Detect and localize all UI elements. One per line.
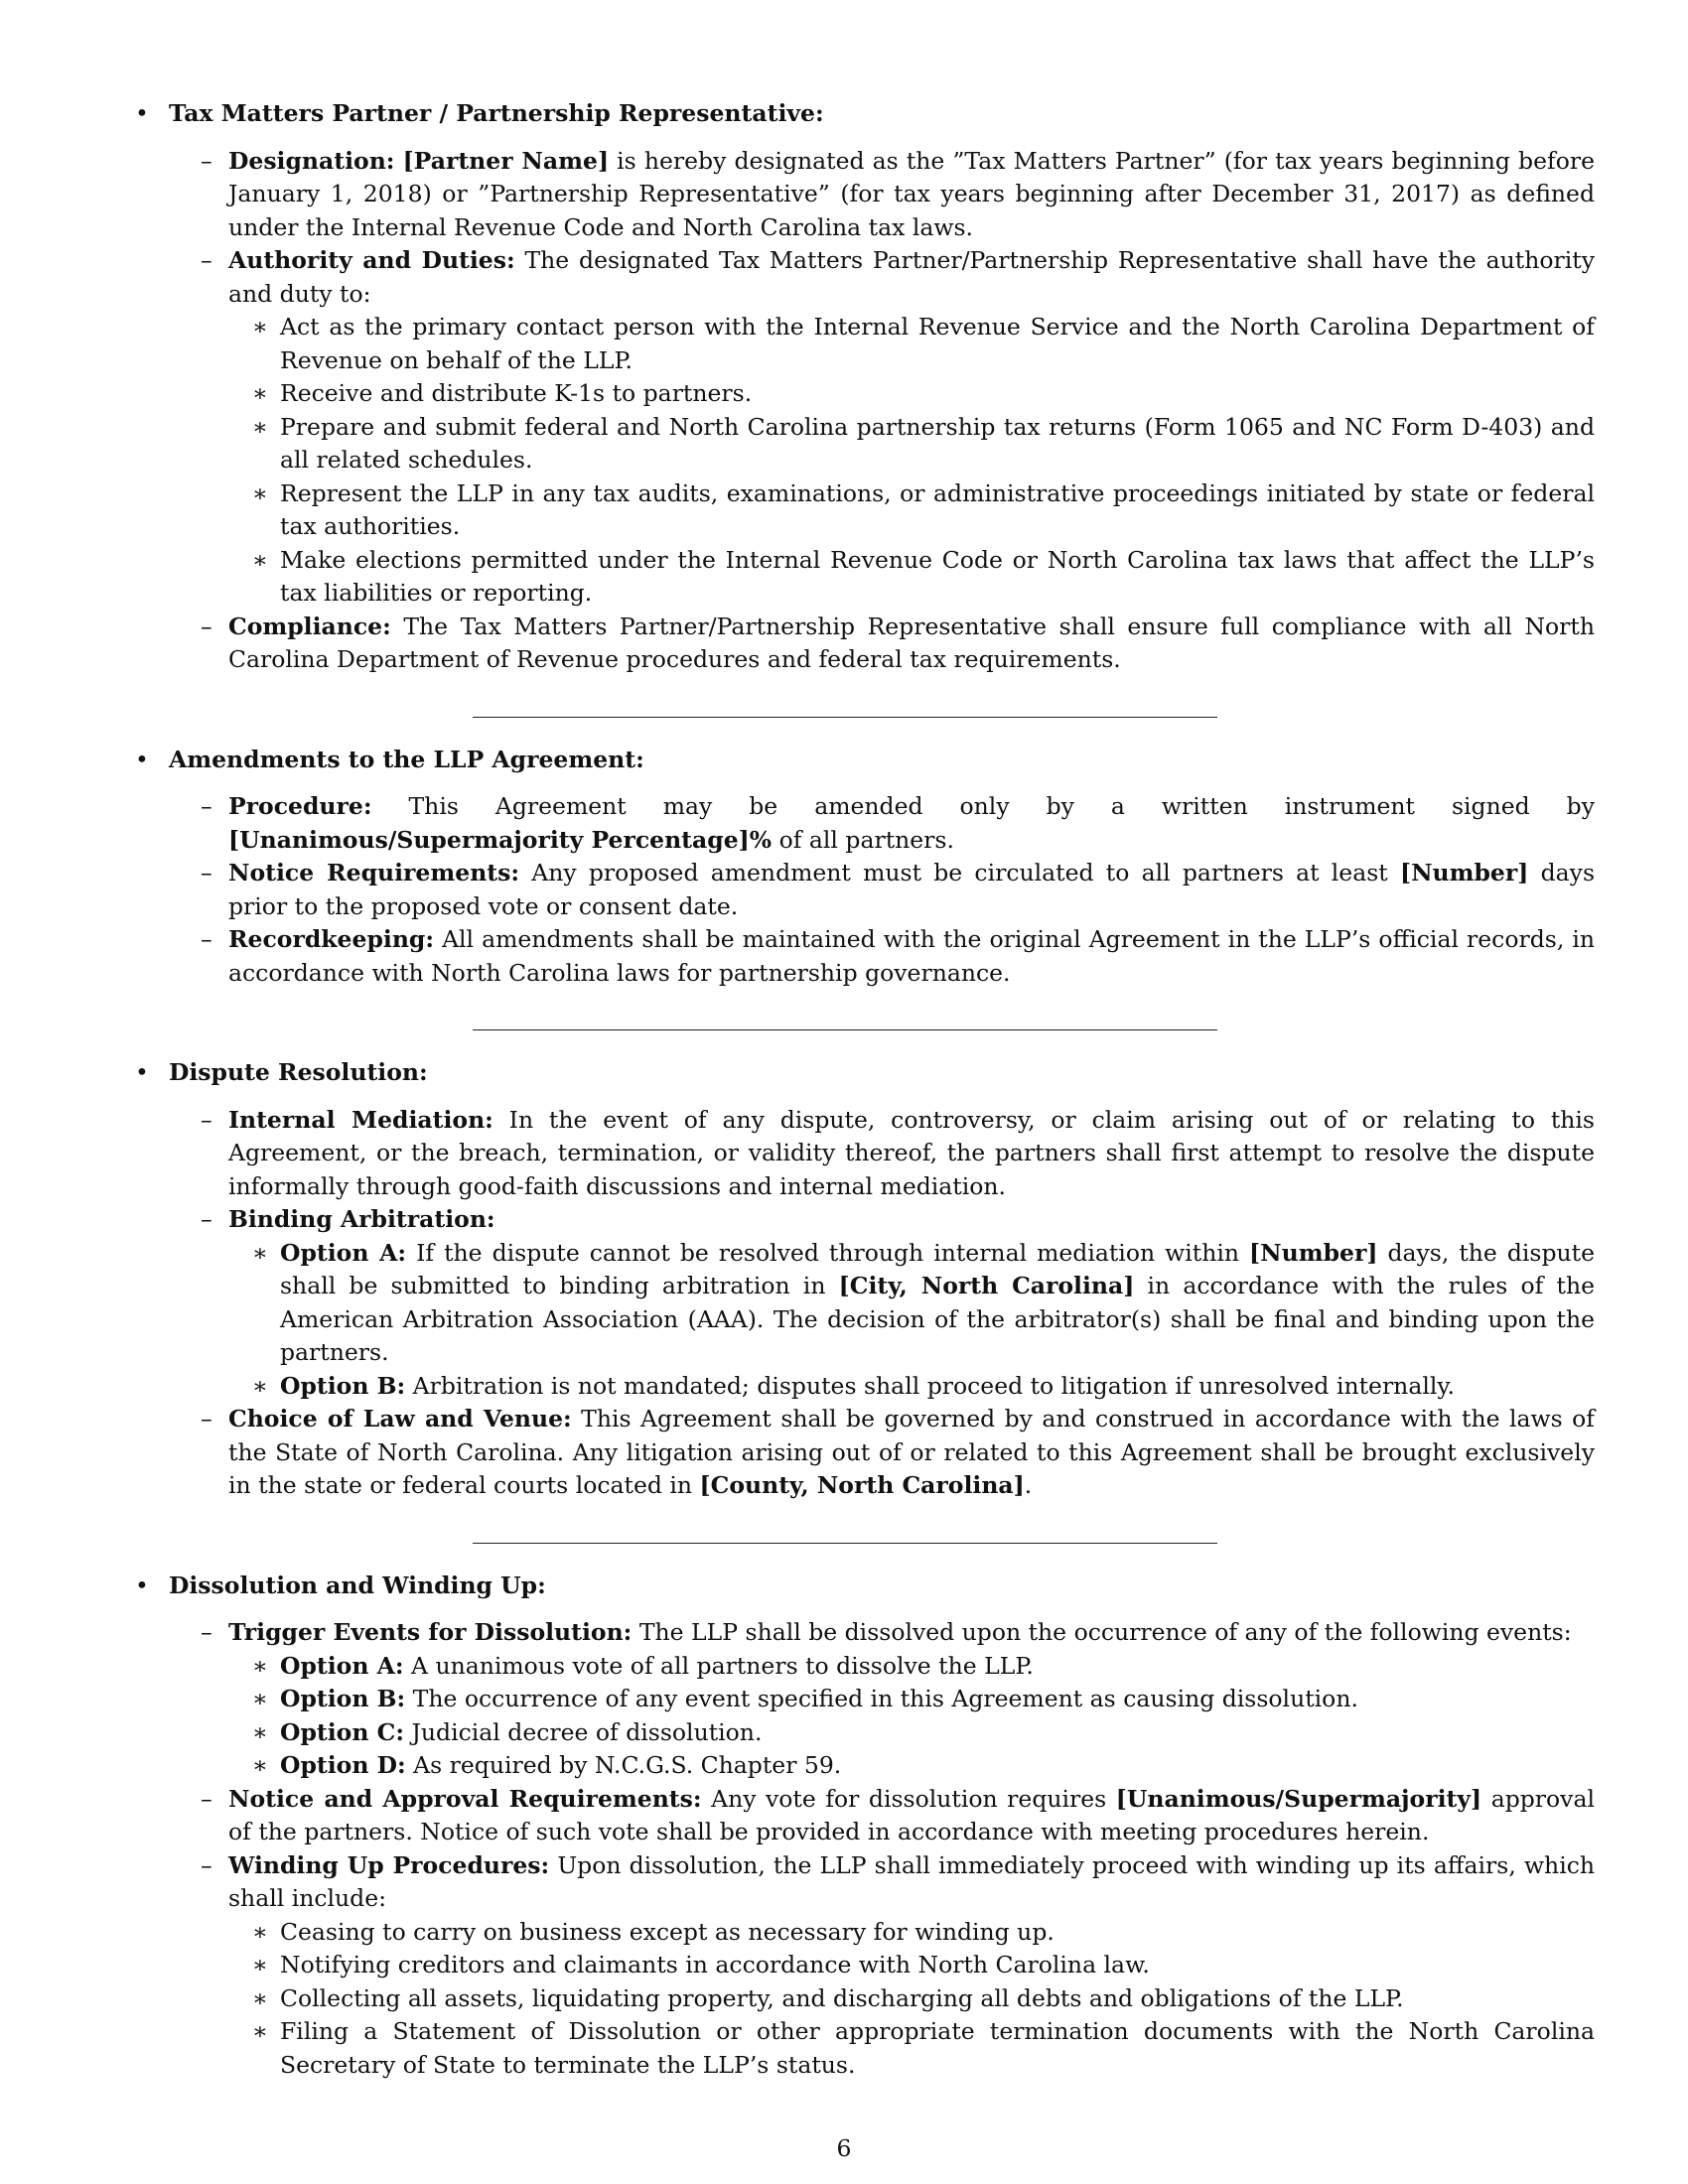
item-text: Judicial decree of dissolution. bbox=[404, 1717, 763, 1746]
section-heading: Dispute Resolution: bbox=[169, 1058, 428, 1086]
item-label: Choice of Law and Venue: bbox=[228, 1405, 572, 1433]
item-text: Upon dissolution, the LLP shall immediately proceed with winding up its affairs, which shall include: bbox=[228, 1850, 1596, 1912]
item-text: days prior to the proposed vote or consent date. bbox=[228, 859, 1595, 920]
item-text: The occurrence of any event specified in this Agreement as causing dissolution. bbox=[405, 1685, 1358, 1712]
star-icon: ∗ bbox=[252, 1917, 268, 1946]
star-icon: ∗ bbox=[252, 1685, 268, 1712]
bullet-icon: • bbox=[135, 1570, 149, 1599]
section-divider bbox=[473, 1543, 1217, 1544]
item-text: of all partners. bbox=[772, 825, 954, 854]
dash-icon: – bbox=[201, 246, 212, 274]
section-divider bbox=[473, 717, 1217, 718]
item-label: Authority and Duties: bbox=[228, 246, 515, 274]
section-heading: Tax Matters Partner / Partnership Representative: bbox=[169, 99, 824, 127]
option-label: Option B: bbox=[280, 1371, 406, 1400]
item-text: days, the dispute shall be submitted to binding arbitration in bbox=[280, 1238, 1595, 1299]
list-item-option bbox=[135, 1683, 1595, 1716]
list-item bbox=[135, 411, 1595, 478]
list-item-text: Notifying creditors and claimants in accordance with North Carolina law. bbox=[280, 1951, 1150, 1979]
item-compliance bbox=[135, 611, 1595, 677]
dash-icon: – bbox=[201, 1205, 212, 1233]
section-divider bbox=[473, 1029, 1217, 1030]
dash-icon: – bbox=[201, 1105, 212, 1134]
item-label: Trigger Events for Dissolution: bbox=[228, 1618, 633, 1646]
item-label: Internal Mediation: bbox=[228, 1105, 493, 1134]
section-dissolution bbox=[135, 1570, 1595, 1603]
item-text: All amendments shall be maintained with the original Agreement in the LLP’s official records, in accordance with North Carolina laws for partnership governance. bbox=[228, 925, 1595, 987]
dash-icon: – bbox=[201, 859, 212, 887]
item-text: . bbox=[1024, 1471, 1033, 1499]
item-designation bbox=[135, 145, 1595, 245]
item-text: Any vote for dissolution requires bbox=[701, 1784, 1116, 1813]
bullet-icon: • bbox=[135, 1058, 149, 1086]
star-icon: ∗ bbox=[252, 1371, 268, 1400]
item-label: Binding Arbitration: bbox=[228, 1205, 495, 1233]
star-icon: ∗ bbox=[252, 1238, 268, 1267]
placeholder-field: [Number] bbox=[1399, 859, 1529, 887]
list-item-option-b bbox=[135, 1370, 1595, 1404]
item-recordkeeping bbox=[135, 923, 1595, 990]
item-text: In the event of any dispute, controversy, or claim arising out of or relating to this Agreement, or the breach, termination, or validity thereof, the partners shall first attempt to resolve the dispute informally through good-faith discussions and internal mediation. bbox=[228, 1105, 1595, 1200]
list-item-option bbox=[135, 1749, 1595, 1783]
document-body bbox=[135, 97, 1595, 2082]
item-label: Recordkeeping: bbox=[228, 925, 435, 953]
section-heading: Amendments to the LLP Agreement: bbox=[169, 745, 644, 773]
list-item-option-a bbox=[135, 1237, 1595, 1370]
item-text: Any proposed amendment must be circulated to all partners at least bbox=[519, 859, 1400, 887]
item-notice-requirements bbox=[135, 857, 1595, 923]
star-icon: ∗ bbox=[252, 1751, 268, 1779]
list-item bbox=[135, 377, 1595, 411]
item-text: Arbitration is not mandated; disputes shall proceed to litigation if unresolved internally. bbox=[405, 1371, 1455, 1400]
item-label: Designation: bbox=[228, 146, 395, 175]
placeholder-field: [Unanimous/Supermajority Percentage]% bbox=[228, 825, 773, 854]
list-item bbox=[135, 2015, 1595, 2082]
star-icon: ∗ bbox=[252, 2017, 268, 2045]
item-text: As required by N.C.G.S. Chapter 59. bbox=[405, 1751, 842, 1779]
list-item-text: Act as the primary contact person with the Internal Revenue Service and the North Carolina Department of Revenue on behalf of the LLP. bbox=[280, 313, 1595, 374]
item-choice-of-law bbox=[135, 1403, 1595, 1503]
list-item-text: Collecting all assets, liquidating property, and discharging all debts and obligations of the LLP. bbox=[280, 1983, 1404, 2012]
star-icon: ∗ bbox=[252, 313, 268, 341]
star-icon: ∗ bbox=[252, 379, 268, 407]
dash-icon: – bbox=[201, 1405, 212, 1433]
list-item bbox=[135, 311, 1595, 377]
list-item-option bbox=[135, 1716, 1595, 1750]
placeholder-field: [County, North Carolina] bbox=[699, 1471, 1025, 1499]
list-item-text: Filing a Statement of Dissolution or other appropriate termination documents with the North Carolina Secretary of State to terminate the LLP’s status. bbox=[280, 2017, 1595, 2079]
item-text: The LLP shall be dissolved upon the occurrence of any of the following events: bbox=[632, 1618, 1572, 1646]
placeholder-field: [Unanimous/Supermajority] bbox=[1115, 1784, 1482, 1813]
dash-icon: – bbox=[201, 1784, 212, 1813]
item-text: This Agreement shall be governed by and construed in accordance with the laws of the State of North Carolina. Any litigation arising out of or related to this Agreement shall be brought exclusively in the state or federal courts located in bbox=[228, 1405, 1595, 1499]
list-item bbox=[135, 1949, 1595, 1982]
star-icon: ∗ bbox=[252, 412, 268, 441]
item-text: The Tax Matters Partner/Partnership Representative shall ensure full compliance with all North Carolina Department of Revenue procedures and federal tax requirements. bbox=[228, 612, 1595, 673]
option-label: Option C: bbox=[280, 1717, 405, 1746]
list-item-text: Receive and distribute K-1s to partners. bbox=[280, 379, 753, 407]
star-icon: ∗ bbox=[252, 478, 268, 507]
item-authority bbox=[135, 244, 1595, 311]
star-icon: ∗ bbox=[252, 545, 268, 574]
item-text: is hereby designated as the ”Tax Matters Partner” (for tax years beginning before January 1, 2018) or ”Partnership Representative” (for tax years beginning after December 31, 2017) as defined under the Internal Revenue Code and North Carolina tax laws. bbox=[228, 146, 1595, 241]
item-notice-approval bbox=[135, 1783, 1595, 1849]
option-label: Option B: bbox=[280, 1685, 406, 1712]
star-icon: ∗ bbox=[252, 1983, 268, 2012]
section-tax-matters bbox=[135, 97, 1595, 131]
bullet-icon: • bbox=[135, 745, 149, 773]
section-heading: Dissolution and Winding Up: bbox=[169, 1570, 546, 1599]
list-item-text: Represent the LLP in any tax audits, examinations, or administrative proceedings initiated by state or federal tax authorities. bbox=[280, 478, 1595, 540]
item-label: Winding Up Procedures: bbox=[228, 1850, 550, 1879]
dash-icon: – bbox=[201, 1618, 212, 1646]
item-trigger-events bbox=[135, 1616, 1595, 1650]
dash-icon: – bbox=[201, 1850, 212, 1879]
list-item bbox=[135, 544, 1595, 611]
item-text: A unanimous vote of all partners to dissolve the LLP. bbox=[403, 1651, 1034, 1680]
item-text: in accordance with the rules of the American Arbitration Association (AAA). The decision of the arbitrator(s) shall be final and binding upon the partners. bbox=[280, 1272, 1596, 1366]
dash-icon: – bbox=[201, 925, 212, 953]
dash-icon: – bbox=[201, 146, 212, 175]
list-item-text: Prepare and submit federal and North Carolina partnership tax returns (Form 1065 and NC Form D-403) and all related schedules. bbox=[280, 412, 1595, 474]
item-text: This Agreement may be amended only by a written instrument signed by bbox=[371, 792, 1595, 820]
list-item bbox=[135, 1916, 1595, 1950]
item-text: If the dispute cannot be resolved through internal mediation within bbox=[406, 1238, 1250, 1267]
star-icon: ∗ bbox=[252, 1951, 268, 1979]
item-binding-arbitration bbox=[135, 1203, 1595, 1237]
item-internal-mediation bbox=[135, 1104, 1595, 1204]
option-label: Option A: bbox=[280, 1238, 407, 1267]
list-item-option bbox=[135, 1650, 1595, 1684]
section-amendments bbox=[135, 744, 1595, 777]
item-text: The designated Tax Matters Partner/Partnership Representative shall have the authority and duty to: bbox=[228, 246, 1595, 308]
section-dispute-resolution bbox=[135, 1056, 1595, 1090]
page-number: 6 bbox=[836, 2134, 852, 2162]
option-label: Option D: bbox=[280, 1751, 406, 1779]
list-item-text: Make elections permitted under the Internal Revenue Code or North Carolina tax laws that affect the LLP’s tax liabilities or reporting. bbox=[280, 545, 1595, 607]
star-icon: ∗ bbox=[252, 1651, 268, 1680]
placeholder-field: [City, North Carolina] bbox=[838, 1272, 1135, 1299]
list-item bbox=[135, 478, 1595, 544]
item-label: Notice Requirements: bbox=[228, 859, 520, 887]
bullet-icon: • bbox=[135, 99, 149, 127]
option-label: Option A: bbox=[280, 1651, 404, 1680]
item-label: Compliance: bbox=[228, 612, 391, 640]
dash-icon: – bbox=[201, 612, 212, 640]
dash-icon: – bbox=[201, 792, 212, 820]
list-item-text: Ceasing to carry on business except as necessary for winding up. bbox=[280, 1917, 1055, 1946]
placeholder-field: [Partner Name] bbox=[402, 146, 610, 175]
item-label: Notice and Approval Requirements: bbox=[228, 1784, 702, 1813]
item-winding-up bbox=[135, 1849, 1595, 1916]
placeholder-field: [Number] bbox=[1249, 1238, 1378, 1267]
star-icon: ∗ bbox=[252, 1717, 268, 1746]
item-procedure bbox=[135, 790, 1595, 857]
item-text: approval of the partners. Notice of such vote shall be provided in accordance with meeting procedures herein. bbox=[228, 1784, 1595, 1845]
item-label: Procedure: bbox=[228, 792, 372, 820]
list-item bbox=[135, 1982, 1595, 2016]
